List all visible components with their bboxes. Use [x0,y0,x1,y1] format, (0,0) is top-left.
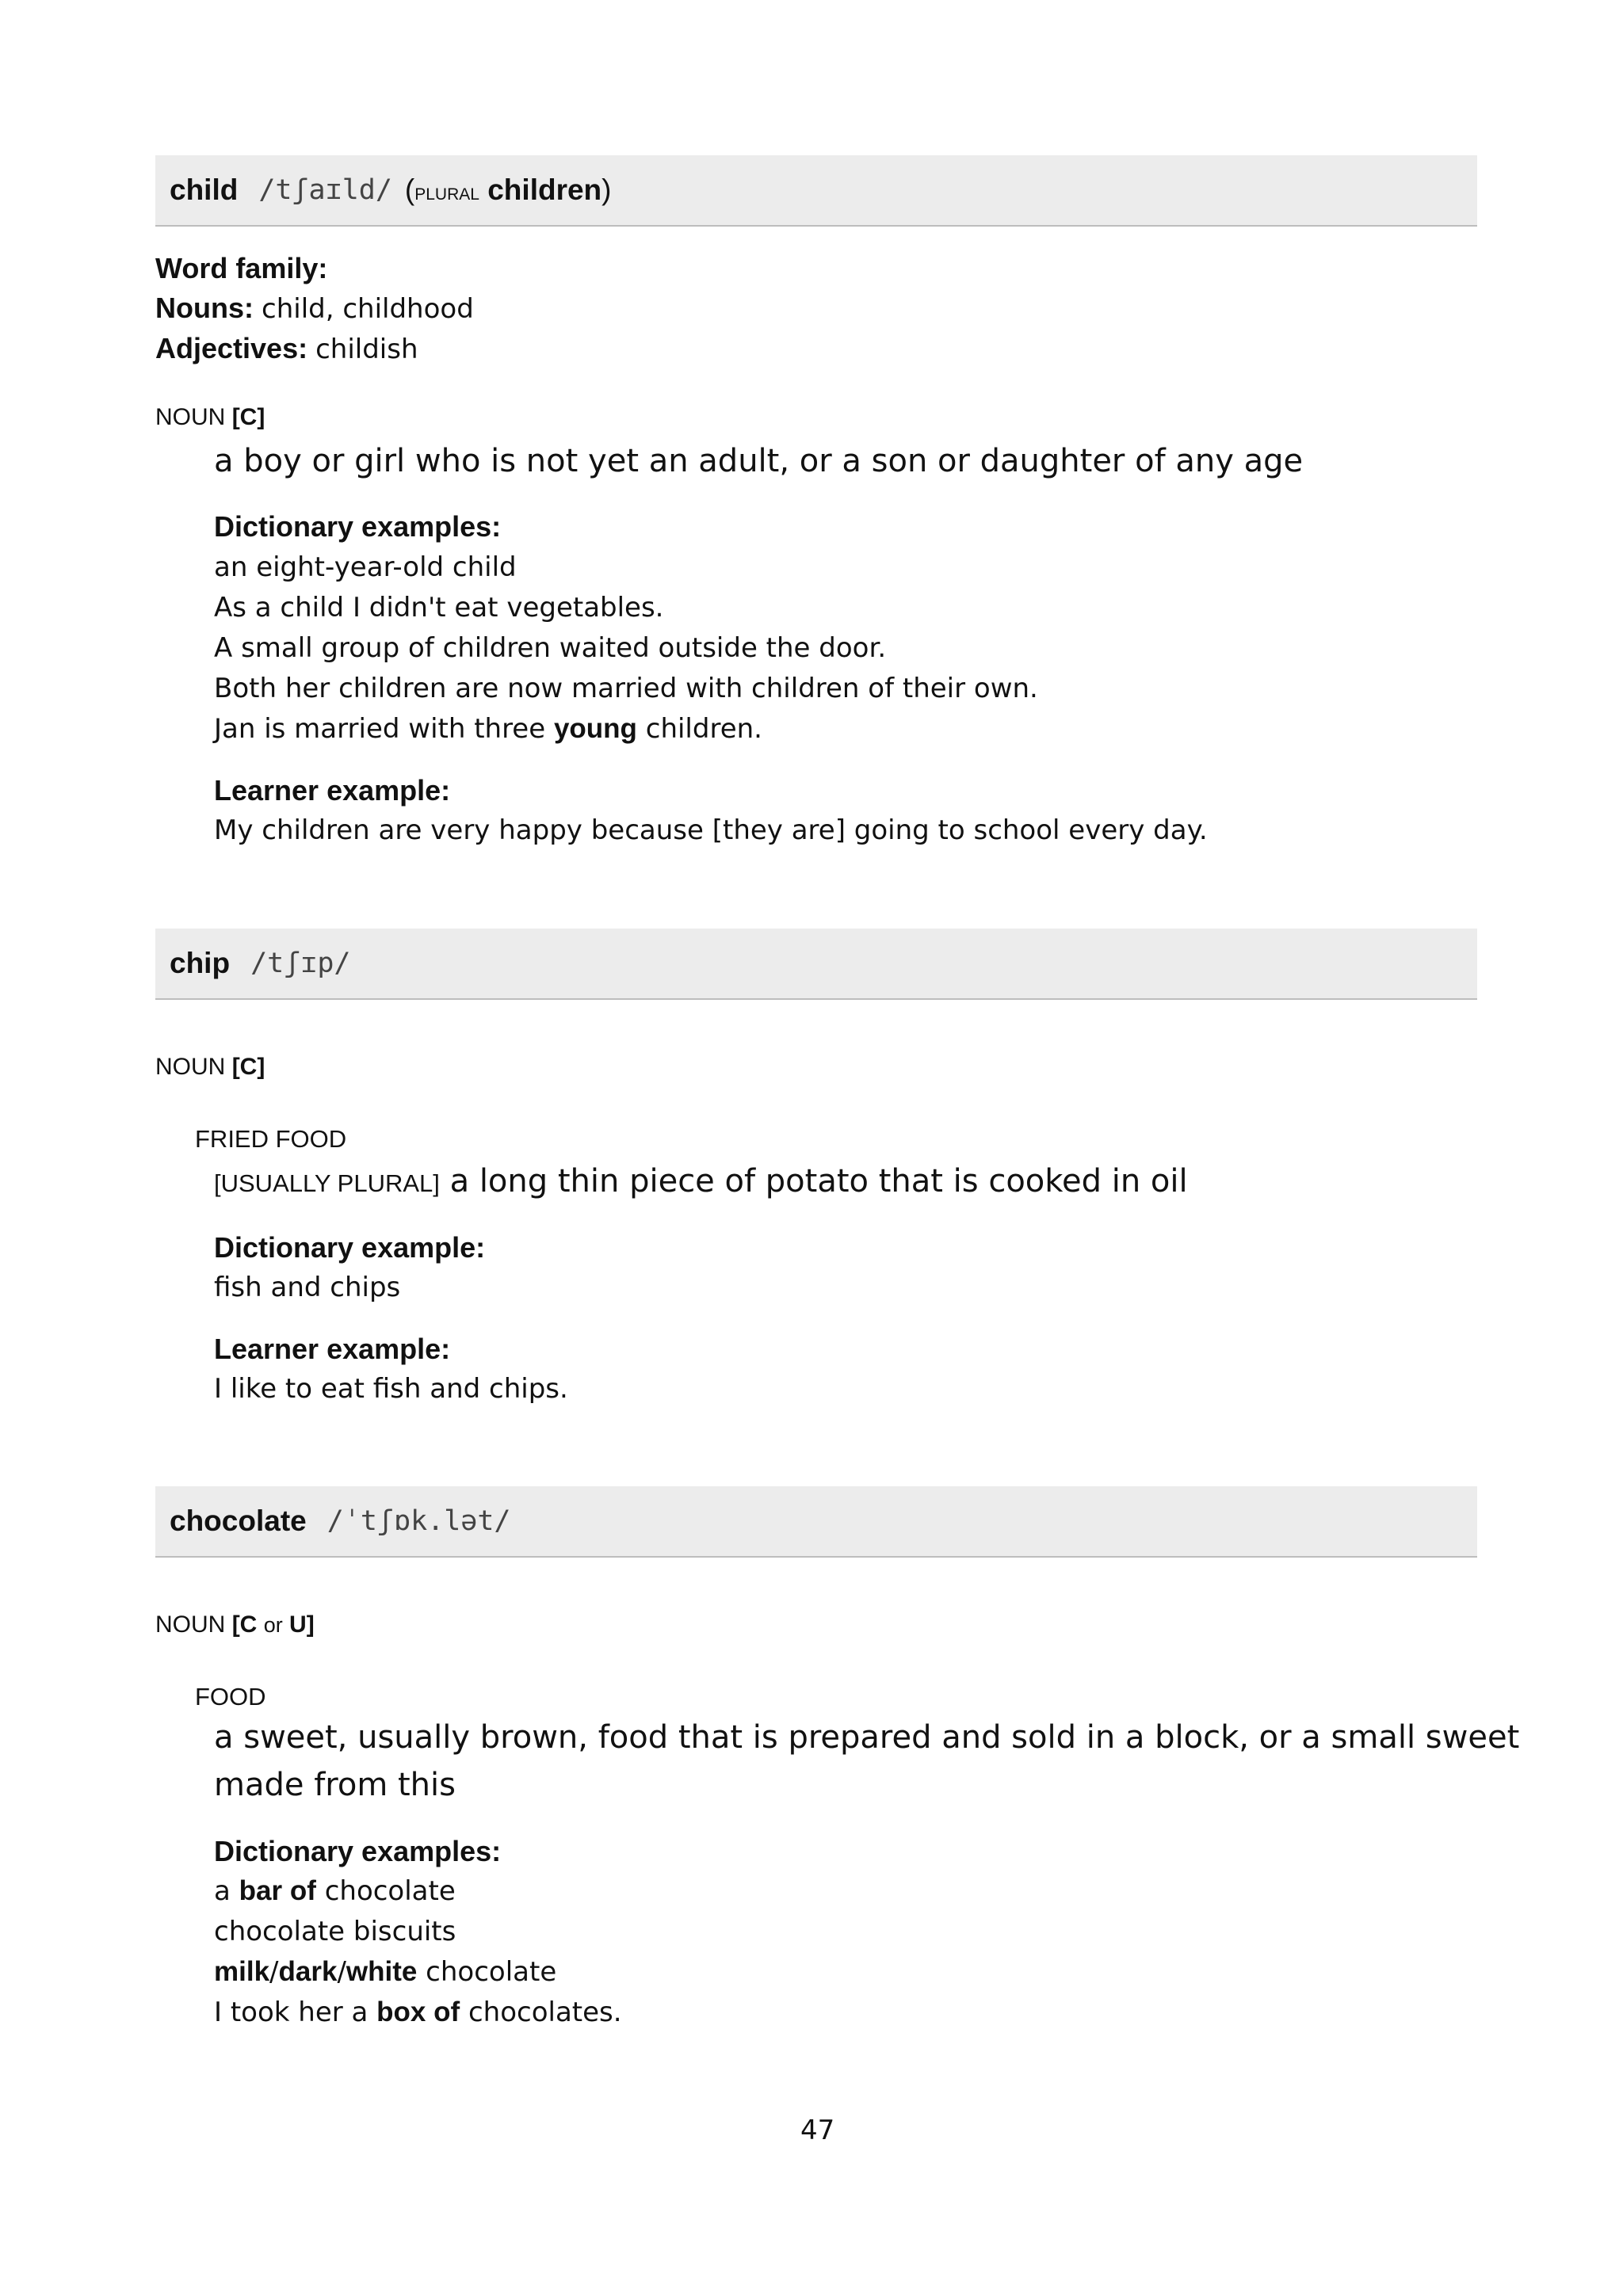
definition: a boy or girl who is not yet an adult, or a son or daughter of any age [214,443,1304,479]
dictionary-example-label [214,1231,485,1264]
pronunciation: /tʃɪp/ [250,948,351,979]
example: an eight-year-old child [214,551,517,583]
example-text: a [214,1875,239,1907]
adjectives-value: childish [315,334,418,365]
definition-line-1: a sweet, usually brown, food that is prepared and sold in a block, or a small sweet [214,1719,1520,1756]
dictionary-examples-label [214,1835,501,1868]
entry-header-chip [155,929,1477,1000]
learner-example: I like to eat fish and chips. [214,1373,568,1405]
word-family-nouns [155,292,474,325]
pos-label [155,1611,315,1638]
example: Both her children are now married with children of their own. [214,673,1038,704]
label-text: Learner example: [214,774,451,807]
grammar-code: [C [231,1611,258,1638]
example-text: Jan is married with three [214,713,554,745]
plural-open: ( [404,174,415,206]
dictionary-examples-label [214,510,501,543]
slash: / [337,1956,346,1988]
example-keyword: white [346,1956,418,1987]
definition-line-2: made from this [214,1767,456,1803]
grammar-or: or [263,1613,283,1637]
label-text: Dictionary examples: [214,510,502,543]
example-keyword: bar of [239,1875,316,1906]
grammar-code: [C] [231,1054,265,1080]
example: As a child I didn't eat vegetables. [214,592,664,624]
word-family-title-text: Word family: [155,252,328,284]
learner-example: My children are very happy because [they are] going to school every day. [214,814,1208,846]
plural-form: children [487,174,602,206]
example [214,1997,622,2028]
label-text: Learner example: [214,1333,451,1365]
entry-header-child [155,155,1477,227]
plural-info [405,174,612,207]
example [214,1956,556,1988]
grammar-code: [C] [231,404,265,430]
example: chocolate biscuits [214,1916,456,1947]
example-keyword: young [553,713,637,744]
example-text: children. [636,713,762,745]
example [214,1875,456,1907]
pos: NOUN [155,1054,226,1080]
example [214,713,762,745]
learner-example-label [214,1333,450,1366]
pos: NOUN [155,404,226,430]
headword: child [170,174,239,206]
example-text: chocolate [315,1875,456,1907]
entry-header-chocolate [155,1486,1477,1558]
label-text: Dictionary example: [214,1231,486,1264]
learner-example-label [214,774,450,807]
pos-label [155,1054,265,1081]
pronunciation: /tʃaɪld/ [258,174,392,206]
usage-label: [USUALLY PLURAL] [214,1169,440,1197]
example-text: chocolate [417,1956,557,1988]
guideword: FRIED FOOD [195,1125,347,1153]
word-family-title [155,252,327,285]
example-keyword: milk [214,1956,270,1987]
nouns-label: Nouns: [155,292,254,324]
pos: NOUN [155,1611,226,1638]
example: fish and chips [214,1272,401,1303]
plural-close: ) [601,174,612,206]
grammar-code: U] [289,1611,315,1638]
pronunciation: /ˈtʃɒk.lət/ [327,1505,511,1537]
example-keyword: box of [376,1997,460,2027]
pos-label [155,404,265,431]
page-number: 47 [800,2115,835,2146]
example-text: I took her a [214,1997,377,2028]
example-keyword: dark [278,1956,338,1987]
definition [214,1163,1188,1199]
headword: chocolate [170,1505,307,1537]
guideword: FOOD [195,1683,266,1711]
example-text: chocolates. [460,1997,622,2028]
example: A small group of children waited outside the door. [214,632,887,664]
plural-label: plural [414,179,479,205]
definition-text: a long thin piece of potato that is cooked in oil [449,1163,1188,1199]
headword: chip [170,947,231,979]
nouns-value: child, childhood [262,293,474,325]
word-family-adjectives [155,332,418,365]
label-text: Dictionary examples: [214,1835,502,1867]
adjectives-label: Adjectives: [155,332,308,364]
slash: / [269,1956,279,1988]
